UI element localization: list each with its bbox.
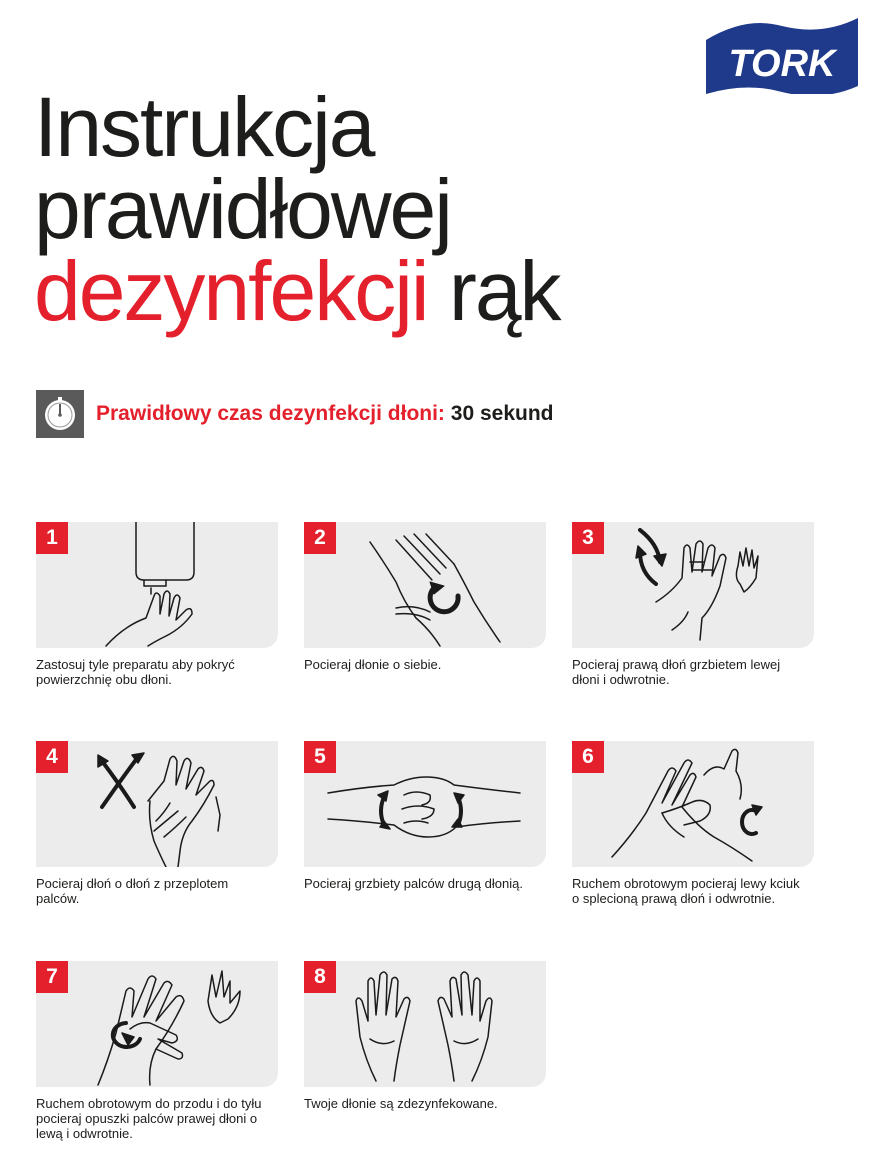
tork-logo-graphic	[706, 14, 858, 94]
step-number: 2	[304, 522, 336, 554]
tork-logo	[706, 14, 858, 94]
step-5-illustration	[304, 741, 546, 867]
title-line-3	[34, 244, 560, 338]
disinfection-time	[36, 390, 554, 438]
page-title	[34, 80, 560, 338]
step-1-illustration	[36, 522, 278, 648]
step-number: 6	[572, 741, 604, 773]
step-number: 1	[36, 522, 68, 554]
clean-hands-icon	[304, 961, 546, 1087]
time-label: Prawidłowy czas dezynfekcji dłoni:	[96, 402, 445, 425]
step-4-illustration	[36, 741, 278, 867]
step-1	[36, 522, 278, 687]
step-4	[36, 741, 278, 906]
rubbing-palms-icon	[304, 522, 546, 648]
fingertips-icon	[36, 961, 278, 1087]
finger-backs-icon	[304, 741, 546, 867]
title-line-2: prawidłowej	[34, 162, 451, 256]
time-value: 30 sekund	[444, 402, 554, 425]
step-7-illustration	[36, 961, 278, 1087]
thumb-rotation-icon	[572, 741, 814, 867]
step-3	[572, 522, 814, 687]
interlaced-fingers-icon	[36, 741, 278, 867]
step-number: 3	[572, 522, 604, 554]
step-3-illustration	[572, 522, 814, 648]
step-description: Ruchem obrotowym do przodu i do tyłu pocieraj opuszki palców prawej dłoni o lewą i odwrotnie.	[36, 1096, 262, 1141]
step-number: 4	[36, 741, 68, 773]
step-description: Pocieraj dłoń o dłoń z przeplotem palców.	[36, 876, 229, 906]
step-description: Pocieraj grzbiety palców drugą dłonią.	[304, 876, 523, 891]
step-6-illustration	[572, 741, 814, 867]
title-rest: rąk	[427, 244, 560, 338]
step-6	[572, 741, 814, 906]
step-description: Pocieraj dłonie o siebie.	[304, 657, 442, 672]
stopwatch-icon	[36, 390, 84, 438]
step-description: Pocieraj prawą dłoń grzbietem lewej dłoni i odwrotnie.	[572, 657, 781, 687]
step-number: 5	[304, 741, 336, 773]
step-description: Ruchem obrotowym pocieraj lewy kciuk o splecioną prawą dłoń i odwrotnie.	[572, 876, 800, 906]
dispenser-hand-icon	[36, 522, 278, 648]
step-description: Twoje dłonie są zdezynfekowane.	[304, 1096, 498, 1111]
step-8-illustration	[304, 961, 546, 1087]
back-of-hand-icon	[572, 522, 814, 648]
step-number: 8	[304, 961, 336, 993]
title-line-1: Instrukcja	[34, 80, 374, 174]
step-5	[304, 741, 546, 891]
step-8	[304, 961, 546, 1111]
title-highlight: dezynfekcji	[34, 244, 428, 338]
step-number: 7	[36, 961, 68, 993]
step-description: Zastosuj tyle preparatu aby pokryć powierzchnię obu dłoni.	[36, 657, 235, 687]
time-text	[96, 402, 554, 426]
step-7	[36, 961, 278, 1141]
step-2-illustration	[304, 522, 546, 648]
step-2	[304, 522, 546, 672]
svg-text:TORK: TORK	[728, 43, 836, 85]
